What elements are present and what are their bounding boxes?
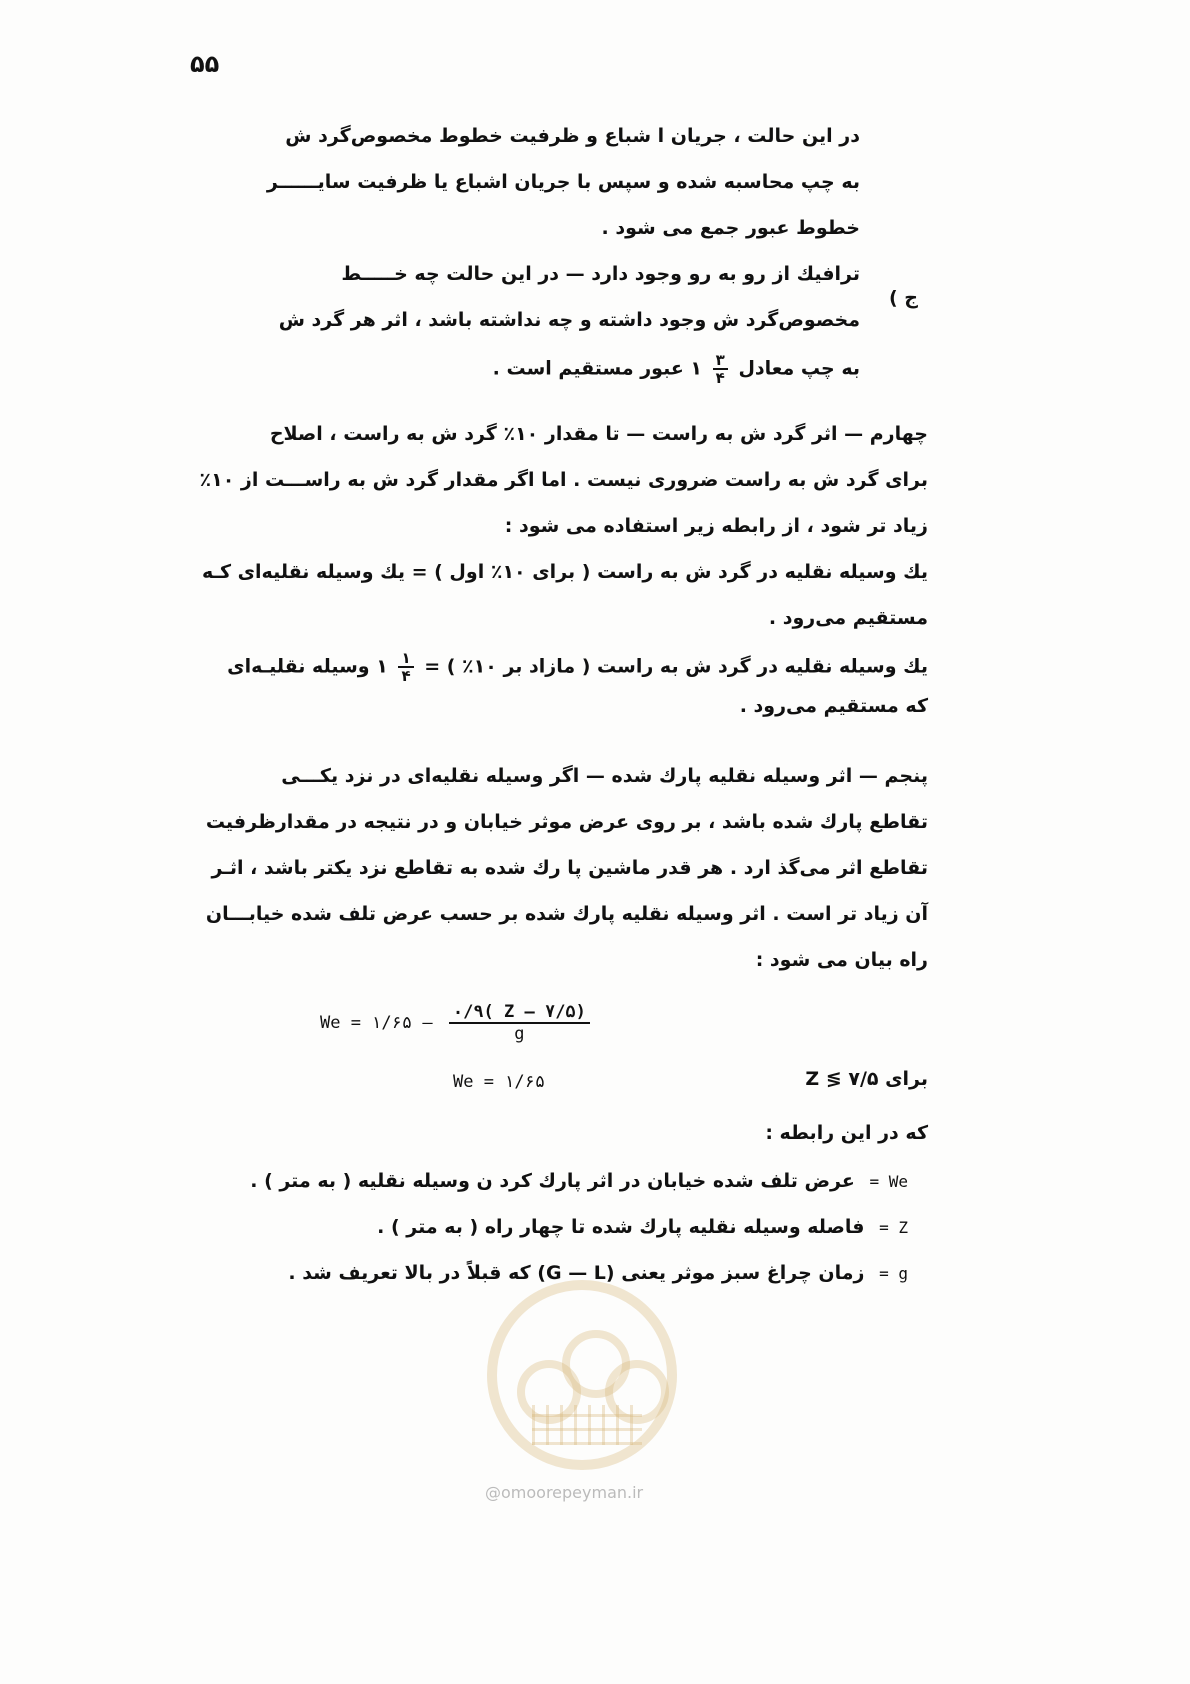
variable-text: زمان چراغ سبز موثر یعنی (G — L) که قبلاً در بالا تعریف شد . <box>288 1262 865 1284</box>
watermark-logo-icon <box>487 1280 677 1470</box>
fraction <box>398 650 413 684</box>
text-line <box>493 352 860 386</box>
item-label: ج ) <box>889 287 918 309</box>
text-line: زیاد تر شود ، از رابطه زیر استفاده می شود : <box>504 515 928 537</box>
fraction-numerator: ۱ <box>398 650 413 668</box>
text-line: آن زیاد تر است . اثر وسیله نقلیه پارك شده بر حسب عرض تلف شده خیابـــان <box>205 903 928 925</box>
variable-symbol: Z = <box>879 1218 908 1237</box>
variable-definition <box>377 1216 908 1238</box>
page-number: ۵۵ <box>190 50 220 78</box>
formula-line: We = ۱/۶۵ <box>453 1072 546 1092</box>
variable-symbol: We = <box>869 1172 908 1191</box>
text-line: خطوط عبور جمع می شود . <box>601 217 860 239</box>
text-line: مخصوص‌گرد ش وجود داشته و چه نداشته باشد ، اثر هر گرد ش <box>278 309 860 331</box>
variable-symbol: g = <box>879 1264 908 1283</box>
text-line: در این حالت ، جریان ا شباع و ظرفیت خطوط مخصوص‌گرد ش <box>285 125 860 147</box>
variable-text: فاصله وسیله نقلیه پارك شده تا چهار راه ( به متر ) . <box>377 1216 865 1238</box>
variable-text: عرض تلف شده خیابان در اثر پارك کرد ن وسیله نقلیه ( به متر ) . <box>250 1170 855 1192</box>
fraction-denominator: ۴ <box>715 369 725 387</box>
variable-definition <box>250 1170 908 1192</box>
text-line: تقاطع پارك شده باشد ، بر روی عرض موثر خیابان و در نتیجه در مقدارظرفیت <box>205 811 928 833</box>
formula-fraction <box>449 1002 590 1044</box>
text-line: چهارم — اثر گرد ش به راست — تا مقدار ۱۰٪ گرد ش به راست ، اصلاح <box>269 423 928 445</box>
text-line: ترافیك از رو به رو وجود دارد — در این حالت چه خـــــط <box>341 263 860 285</box>
text-line: تقاطع اثر می‌گذ ارد . هر قدر ماشین پا رك شده به تقاطع نزد یکتر باشد ، اثـر <box>211 857 928 879</box>
text-line: مستقیم می‌رود . <box>768 607 928 629</box>
text-line: که در این رابطه : <box>765 1122 928 1144</box>
text-line: به چپ محاسبه شده و سپس با جریان اشباع یا ظرفیت سایــــــر <box>266 171 860 193</box>
fraction <box>713 352 728 386</box>
formula-condition: برای ۷/۵ ≷ Z <box>805 1068 928 1090</box>
fraction-numerator: ۳ <box>713 352 728 370</box>
watermark-text: @omoorepeyman.ir <box>485 1483 644 1502</box>
formula-denominator: g <box>514 1024 525 1044</box>
text-segment: ۱ عبور مستقیم است . <box>492 357 703 380</box>
text-segment: یك وسیله نقلیه در گرد ش به راست ( مازاد بر ۱۰٪ ) = <box>424 655 928 678</box>
grid-pattern <box>532 1405 642 1445</box>
formula <box>320 1002 590 1044</box>
text-line: برای گرد ش به راست ضروری نیست . اما اگر مقدار گرد ش به راســـت از ۱۰٪ <box>199 469 928 491</box>
text-segment: ۱ وسیله نقلیـه‌ای <box>227 655 388 678</box>
text-line: راه بیان می شود : <box>755 949 928 971</box>
fraction-denominator: ۴ <box>401 667 411 685</box>
text-segment: به چپ معادل <box>738 357 860 380</box>
formula-lhs: We = ۱/۶۵ — <box>320 1013 433 1033</box>
text-line: یك وسیله نقلیه در گرد ش به راست ( برای ۱۰٪ اول ) = یك وسیله نقلیه‌ای کـه <box>201 561 928 583</box>
formula-numerator: ۰/۹( Z — ۷/۵) <box>449 1002 590 1024</box>
text-line <box>227 650 928 684</box>
text-line: که مستقیم می‌رود . <box>739 695 928 717</box>
text-line: پنجم — اثر وسیله نقلیه پارك شده — اگر وسیله نقلیه‌ای در نزد یکـــی <box>281 765 928 787</box>
